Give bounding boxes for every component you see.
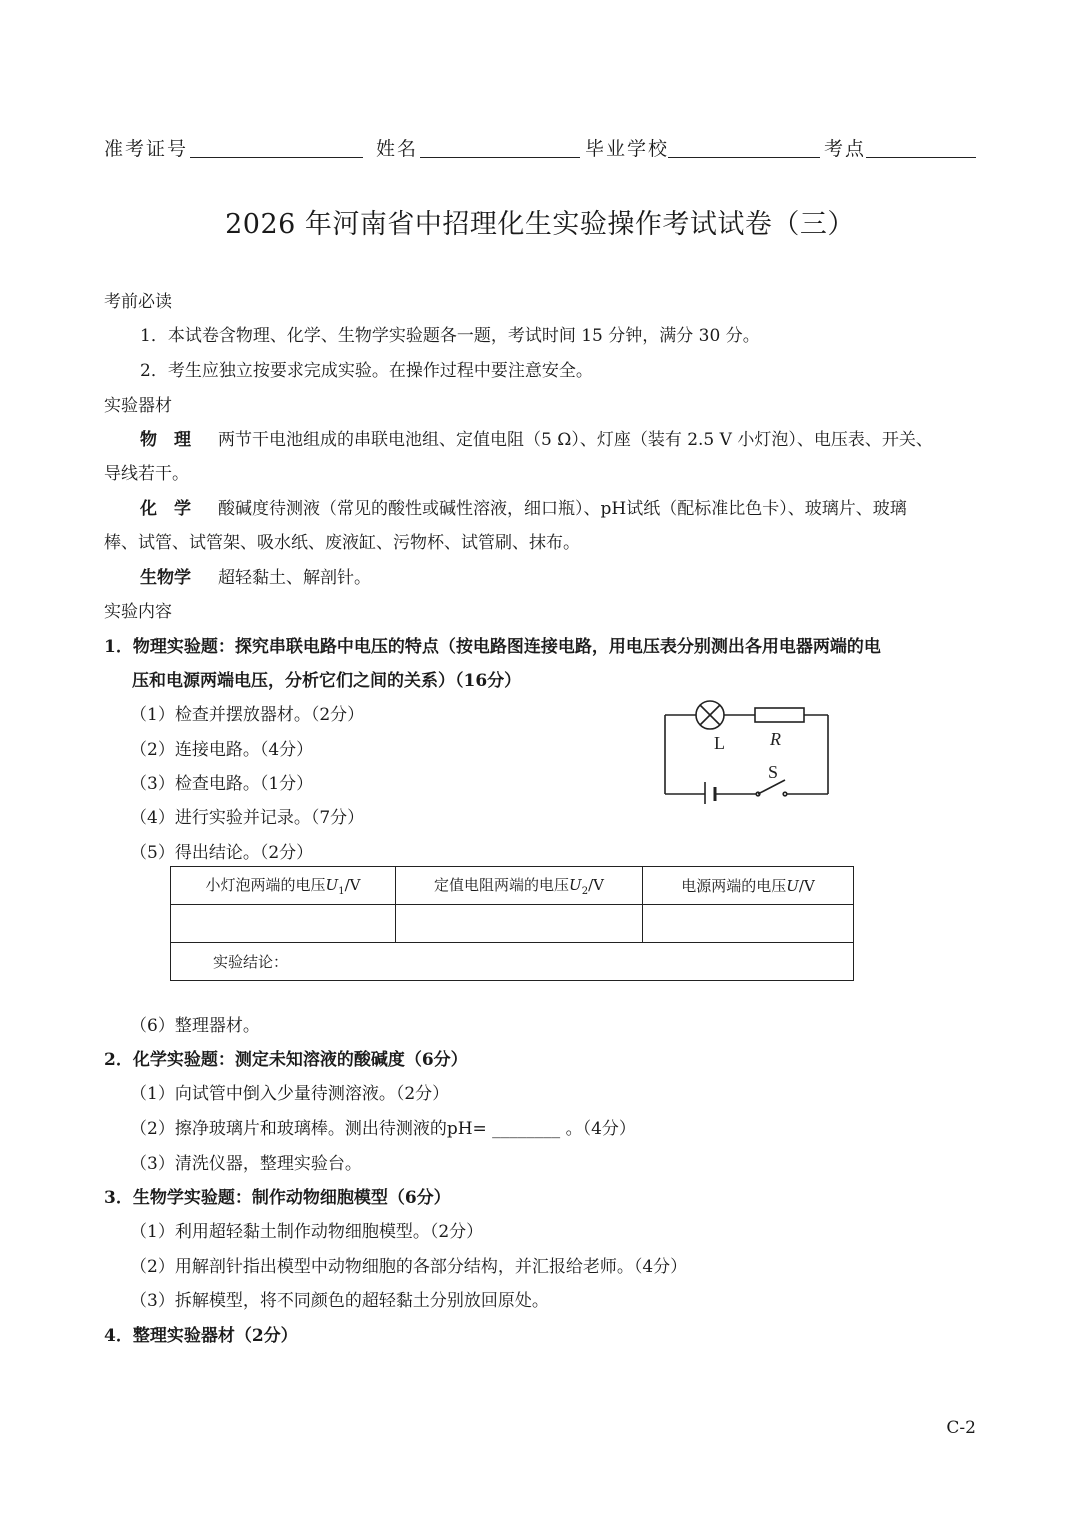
notice-item: 1．本试卷含物理、化学、生物学实验题各一题，考试时间 15 分钟，满分 30 分。	[140, 326, 760, 346]
lamp-icon	[696, 701, 724, 729]
resistor-icon	[755, 708, 804, 722]
exam-id-label: 准考证号	[104, 138, 189, 160]
conclusion-label: 实验结论：	[213, 953, 289, 971]
name-label: 姓名	[376, 138, 419, 160]
switch-label: S	[768, 762, 779, 782]
site-label: 考点	[824, 138, 867, 160]
q3-title: 3．生物学实验题：制作动物细胞模型（6分）	[104, 1188, 451, 1208]
conclusion-cell[interactable]	[171, 943, 854, 981]
name-blank[interactable]	[420, 157, 580, 158]
resistor-label: R	[770, 729, 781, 749]
q1-step: （6）整理器材。	[130, 1016, 260, 1036]
q3-step: （1）利用超轻黏土制作动物细胞模型。（2分）	[130, 1222, 484, 1242]
table-row	[171, 905, 854, 943]
biology-equipment-text: 超轻黏土、解剖针。	[218, 568, 371, 588]
q1-step: （3）检查电路。（1分）	[130, 774, 314, 794]
table-input-cell[interactable]	[171, 905, 396, 943]
table-header-cell: 电源两端的电压U/V	[643, 867, 854, 905]
q2-step: （1）向试管中倒入少量待测溶液。（2分）	[130, 1084, 450, 1104]
biology-label: 生物学	[140, 568, 191, 588]
q1-title-cont: 压和电源两端电压，分析它们之间的关系）（16分）	[132, 671, 522, 691]
q3-step: （3）拆解模型，将不同颜色的超轻黏土分别放回原处。	[130, 1291, 549, 1311]
school-label: 毕业学校	[585, 138, 670, 160]
table-header-cell: 小灯泡两端的电压$U_1/V$	[171, 867, 396, 905]
table-row	[171, 943, 854, 981]
page-title: 2026 年河南省中招理化生实验操作考试试卷（三）	[225, 209, 855, 240]
q4-title: 4．整理实验器材（2分）	[104, 1326, 298, 1346]
chemistry-equipment-text: 酸碱度待测液（常见的酸性或碱性溶液，细口瓶）、pH试纸（配标准比色卡）、玻璃片、玻璃	[218, 499, 907, 519]
notice-item: 2．考生应独立按要求完成实验。在操作过程中要注意安全。	[140, 361, 593, 381]
circuit-diagram	[660, 696, 835, 804]
chemistry-label: 化 学	[140, 499, 191, 519]
q1-step: （2）连接电路。（4分）	[130, 740, 314, 760]
battery-icon	[705, 782, 715, 804]
lamp-label: L	[714, 733, 725, 753]
content-heading: 实验内容	[104, 602, 172, 622]
table-header-cell: 定值电阻两端的电压$U_2/V$	[396, 867, 643, 905]
q2-step: （3）清洗仪器，整理实验台。	[130, 1154, 362, 1174]
q2-title: 2．化学实验题：测定未知溶液的酸碱度（6分）	[104, 1050, 468, 1070]
table-input-cell[interactable]	[396, 905, 643, 943]
switch-icon	[756, 780, 787, 796]
record-table	[170, 866, 854, 981]
q1-title: 1．物理实验题：探究串联电路中电压的特点（按电路图连接电路，用电压表分别测出各用电器两端的电	[104, 637, 881, 657]
table-input-cell[interactable]	[643, 905, 854, 943]
notice-heading: 考前必读	[104, 292, 172, 312]
q3-step: （2）用解剖针指出模型中动物细胞的各部分结构，并汇报给老师。（4分）	[130, 1257, 688, 1277]
physics-equipment-text-cont: 导线若干。	[104, 464, 189, 484]
table-header-row	[171, 867, 854, 905]
site-blank[interactable]	[866, 157, 976, 158]
physics-label: 物 理	[140, 430, 191, 450]
page-number: C-2	[946, 1418, 976, 1438]
q1-step: （4）进行实验并记录。（7分）	[130, 808, 365, 828]
physics-equipment-text: 两节干电池组成的串联电池组、定值电阻（5 Ω）、灯座（装有 2.5 V 小灯泡）、电压表、开关、	[218, 430, 933, 450]
school-blank[interactable]	[668, 157, 820, 158]
chemistry-equipment-text-cont: 棒、试管、试管架、吸水纸、废液缸、污物杯、试管刷、抹布。	[104, 533, 580, 553]
exam-id-blank[interactable]	[190, 157, 363, 158]
q1-step: （5）得出结论。（2分）	[130, 843, 314, 863]
equipment-heading: 实验器材	[104, 396, 172, 416]
q2-step: （2）擦净玻璃片和玻璃棒。测出待测液的pH= ________ 。（4分）	[130, 1119, 636, 1139]
q1-step: （1）检查并摆放器材。（2分）	[130, 705, 365, 725]
